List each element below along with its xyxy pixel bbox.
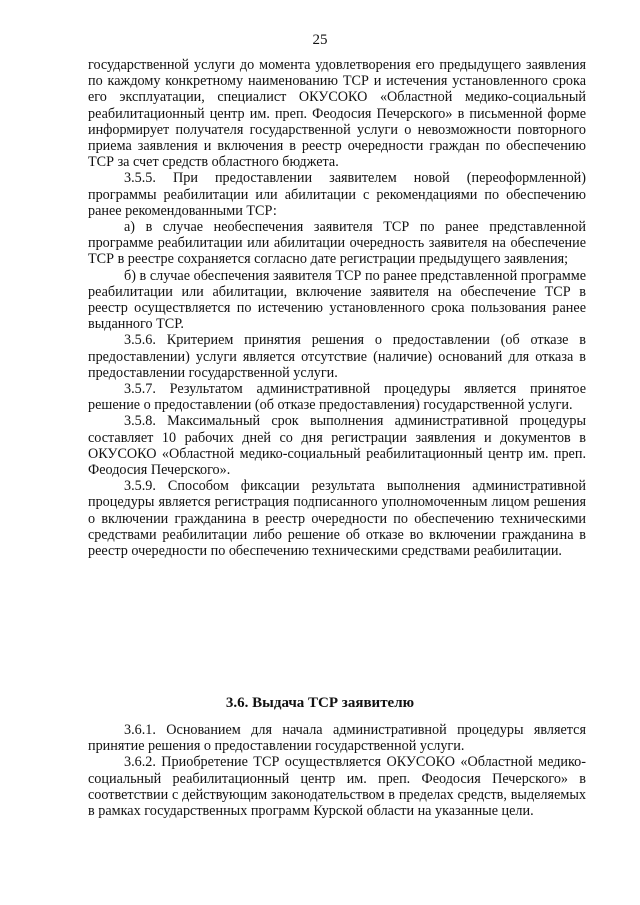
- paragraph-3-5-9: 3.5.9. Способом фиксации результата выполнения административной процедуры является регистрация подписанного уполномоченным лицом решения о включении гражданина в реестр очередности по обеспечению техническими средствами реабилитации либо решение об отказе во включении гражданина в реестр очередности по обеспечению техническими средствами реабилитации.: [88, 478, 586, 560]
- paragraph-continuation: государственной услуги до момента удовлетворения его предыдущего заявления по каждому конкретному наименованию ТСР и истечения установленного срока его эксплуатации, специалист ОКУСОКО «Областной медико-социальный реабилитационный центр им. преп. Феодосия Печерского» в письменной форме информирует получателя государственной услуги о невозможности повторного приема заявления и включения в реестр очередности граждан по обеспечению ТСР за счет средств областного бюджета.: [88, 57, 586, 171]
- paragraph-3-6-1: 3.6.1. Основанием для начала административной процедуры является принятие решения о предоставлении государственной услуги.: [88, 722, 586, 755]
- paragraph-3-5-8: 3.5.8. Максимальный срок выполнения административной процедуры составляет 10 рабочих дней со дня регистрации заявления и документов в ОКУСОКО «Областной медико-социальный реабилитационный центр им. преп. Феодосия Печерского».: [88, 413, 586, 479]
- section-body: [88, 722, 586, 819]
- section-heading: 3.6. Выдача ТСР заявителю: [225, 695, 415, 711]
- page-number: 25: [312, 32, 328, 48]
- document-body: [88, 57, 586, 559]
- paragraph-3-5-6: 3.5.6. Критерием принятия решения о предоставлении (об отказе в предоставлении) услуги является отсутствие (наличие) оснований для отказа в предоставлении государственной услуги.: [88, 332, 586, 381]
- paragraph-3-5-5-b: б) в случае обеспечения заявителя ТСР по ранее представленной программе реабилитации или абилитации, включение заявителя на обеспечение ТСР в реестр осуществляется по истечению установленного срока пользования ранее выданного ТСР.: [88, 267, 586, 333]
- paragraph-3-5-5: 3.5.5. При предоставлении заявителем новой (переоформленной) программы реабилитации или абилитации с рекомендациями по обеспечению ранее рекомендованными ТСР:: [88, 170, 586, 219]
- paragraph-3-6-2: 3.6.2. Приобретение ТСР осуществляется ОКУСОКО «Областной медико-социальный реабилитационный центр им. преп. Феодосия Печерского» в соответствии с действующим законодательством в пределах средств, выделяемых в рамках государственных программ Курской области на указанные цели.: [88, 754, 586, 820]
- paragraph-3-5-7: 3.5.7. Результатом административной процедуры является принятое решение о предоставлении (об отказе предоставления) государственной услуги.: [88, 381, 586, 414]
- paragraph-3-5-5-a: а) в случае необеспечения заявителя ТСР по ранее представленной программе реабилитации или абилитации очередность заявителя на обеспечение ТСР в реестре сохраняется согласно дате регистрации предыдущего заявления;: [88, 219, 586, 268]
